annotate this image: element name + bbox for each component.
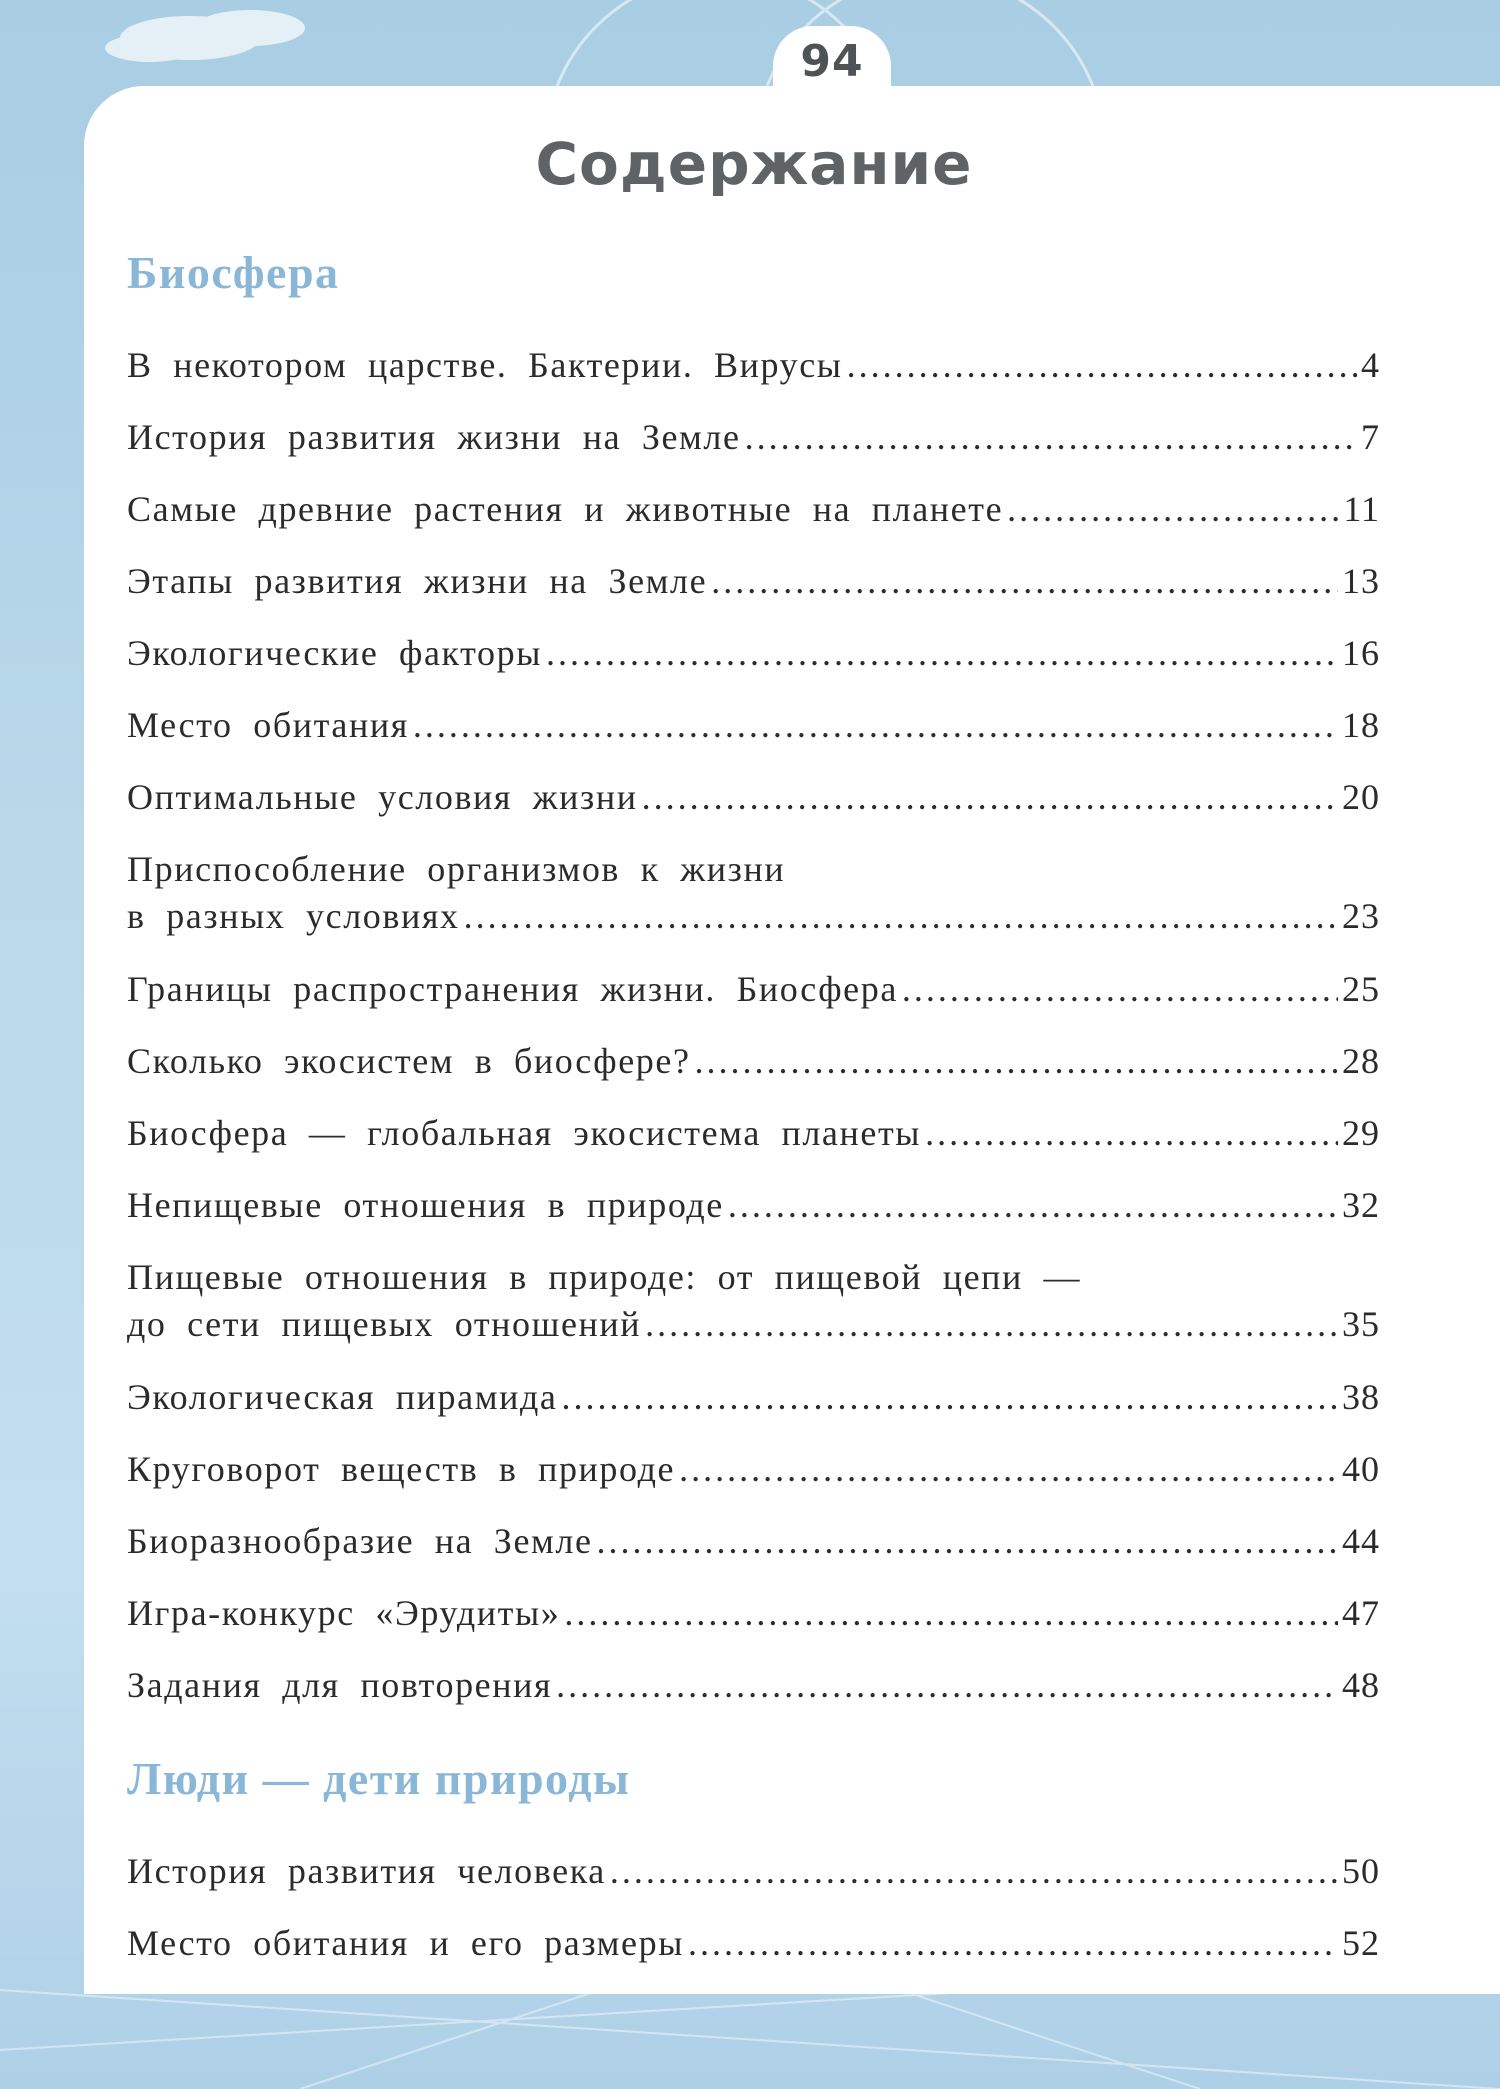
toc-leader-dots <box>711 558 1338 605</box>
toc-entry[interactable] <box>127 1374 1380 1421</box>
toc-entry[interactable] <box>127 702 1380 749</box>
toc-entry-title: Место обитания <box>127 705 409 745</box>
toc-entry-title: В некотором царстве. Бактерии. Вирусы <box>127 345 843 385</box>
toc-entry-page: 38 <box>1342 1377 1380 1417</box>
toc-entry-title: Границы распространения жизни. Биосфера <box>127 969 898 1009</box>
toc-entry-page: 13 <box>1342 561 1380 601</box>
page-title: Содержание <box>535 130 973 198</box>
toc-entry-title: Место обитания и его размеры <box>127 1923 685 1963</box>
toc-entry-title: до сети пищевых отношений <box>127 1304 642 1344</box>
toc-leader-dots <box>642 774 1338 821</box>
toc-entry[interactable] <box>127 630 1380 677</box>
toc-entry-page: 50 <box>1342 1851 1380 1891</box>
toc-entry[interactable] <box>127 342 1380 389</box>
toc-leader-dots <box>902 966 1338 1013</box>
toc-entry-title: Круговорот веществ в природе <box>127 1449 676 1489</box>
toc-entry-title: Задания для повторения <box>127 1665 553 1705</box>
toc-entry[interactable] <box>127 1590 1380 1637</box>
toc-entry[interactable] <box>127 1110 1380 1157</box>
toc-entry[interactable] <box>127 846 1380 940</box>
toc-entry-page: 28 <box>1342 1041 1380 1081</box>
toc-entry-title: История развития человека <box>127 1851 606 1891</box>
toc-entry-page: 7 <box>1361 417 1380 457</box>
toc-leader-dots <box>679 1446 1338 1493</box>
toc-entry-page: 48 <box>1342 1665 1380 1705</box>
toc-leader-dots <box>847 342 1357 389</box>
toc-entry-title: Этапы развития жизни на Земле <box>127 561 708 601</box>
toc-entry-page: 40 <box>1342 1449 1380 1489</box>
toc-entry-page: 23 <box>1342 896 1380 936</box>
toc-entry[interactable] <box>127 558 1380 605</box>
toc-leader-dots <box>564 1590 1338 1637</box>
toc-entry-page: 16 <box>1342 633 1380 673</box>
toc-leader-dots <box>695 1038 1338 1085</box>
toc-leader-dots <box>925 1110 1338 1157</box>
toc-entry-page: 47 <box>1342 1593 1380 1633</box>
toc-entry[interactable] <box>127 486 1380 533</box>
toc-entry-title: Игра-конкурс «Эрудиты» <box>127 1593 561 1633</box>
toc-entry-page: 11 <box>1343 489 1380 529</box>
toc-entry[interactable] <box>127 774 1380 821</box>
toc-leader-dots <box>597 1518 1338 1565</box>
toc-entry-page: 32 <box>1342 1185 1380 1225</box>
toc-entry-page: 4 <box>1361 345 1380 385</box>
section-heading-people: Люди — дети природы <box>127 1753 631 1804</box>
toc-entry-title: Сколько экосистем в биосфере? <box>127 1041 691 1081</box>
page-number: 94 <box>800 36 864 87</box>
toc-entry[interactable] <box>127 966 1380 1013</box>
toc-leader-dots <box>556 1662 1338 1709</box>
toc-entry-page: 18 <box>1342 705 1380 745</box>
toc-leader-dots <box>413 702 1338 749</box>
toc-entry-page: 29 <box>1342 1113 1380 1153</box>
toc-entry-title: История развития жизни на Земле <box>127 417 741 457</box>
toc-leader-dots <box>1007 486 1339 533</box>
toc-entry-title-line1: Приспособление организмов к жизни <box>127 849 786 889</box>
toc-entry-page: 44 <box>1342 1521 1380 1561</box>
section-heading-biosphere: Биосфера <box>127 247 340 298</box>
toc-entry-title: Самые древние растения и животные на планете <box>127 489 1004 529</box>
toc-leader-dots <box>728 1182 1338 1229</box>
toc-leader-dots <box>688 1920 1338 1967</box>
toc-entry-page: 20 <box>1342 777 1380 817</box>
toc-entry-title: Биосфера — глобальная экосистема планеты <box>127 1113 922 1153</box>
toc-entry[interactable] <box>127 1446 1380 1493</box>
toc-entry[interactable] <box>127 414 1380 461</box>
toc-entry[interactable] <box>127 1662 1380 1709</box>
toc-entry-page: 52 <box>1342 1923 1380 1963</box>
toc-leader-dots <box>561 1374 1338 1421</box>
toc-leader-dots <box>610 1848 1338 1895</box>
toc-entry[interactable] <box>127 1254 1380 1348</box>
toc-entry-title: Экологические факторы <box>127 633 543 673</box>
toc-entry-title: в разных условиях <box>127 896 460 936</box>
toc-entry[interactable] <box>127 1518 1380 1565</box>
toc-entry-title: Биоразнообразие на Земле <box>127 1521 593 1561</box>
toc-leader-dots <box>546 630 1338 677</box>
toc-entry-title: Оптимальные условия жизни <box>127 777 638 817</box>
toc-entry[interactable] <box>127 1920 1380 1967</box>
toc-entry-title: Экологическая пирамида <box>127 1377 558 1417</box>
toc-entry-page: 35 <box>1342 1304 1380 1344</box>
toc-leader-dots <box>645 1301 1338 1348</box>
toc-leader-dots <box>464 893 1338 940</box>
toc-entry[interactable] <box>127 1182 1380 1229</box>
toc-entry[interactable] <box>127 1848 1380 1895</box>
toc-entry-title-line1: Пищевые отношения в природе: от пищевой цепи — <box>127 1257 1082 1297</box>
toc-entry[interactable] <box>127 1038 1380 1085</box>
toc-entry-title: Непищевые отношения в природе <box>127 1185 724 1225</box>
toc-leader-dots <box>745 414 1357 461</box>
toc-entry-page: 25 <box>1342 969 1380 1009</box>
